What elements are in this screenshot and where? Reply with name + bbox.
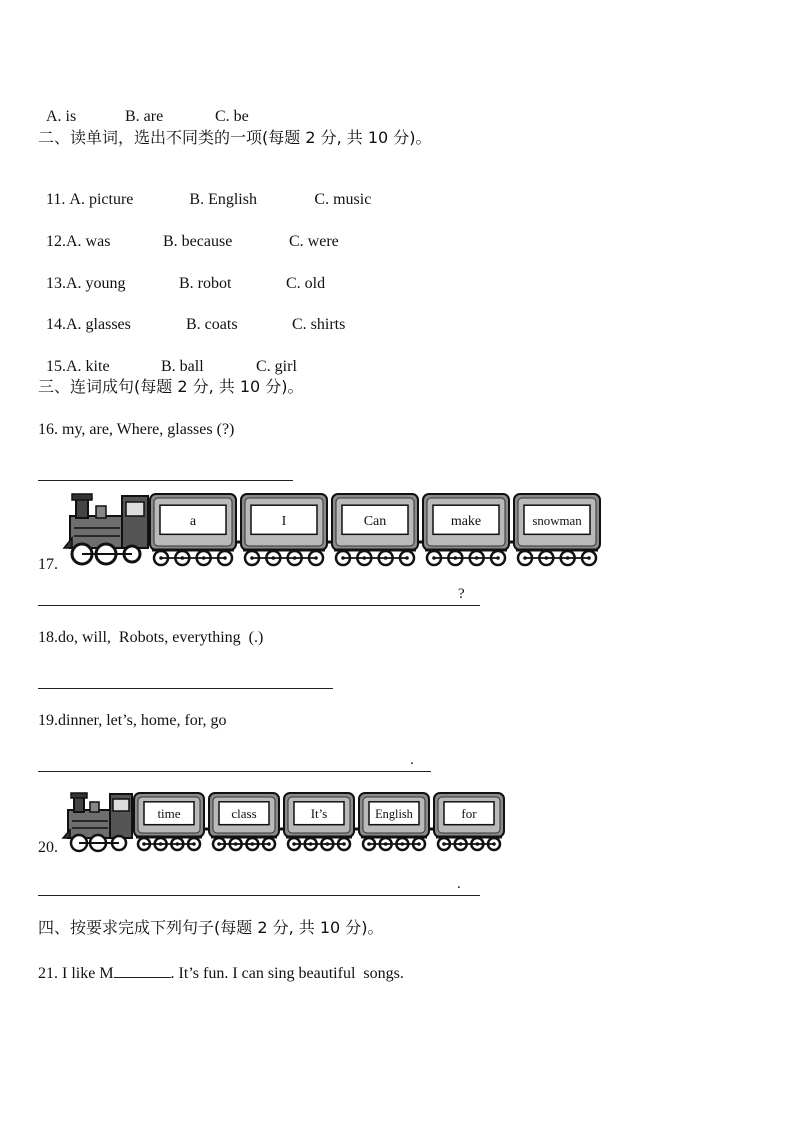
q10-options <box>38 87 249 127</box>
question-21 <box>38 961 404 984</box>
end-mark-19: . <box>410 752 414 768</box>
option-a: A. kite <box>66 358 110 375</box>
question-number: 11 <box>46 191 62 208</box>
question-number: 13 <box>46 275 62 292</box>
option-a: A. was <box>66 233 111 250</box>
end-mark-17: ? <box>458 586 465 602</box>
question-separator: . <box>62 358 66 375</box>
q10-option-a: A. is <box>46 108 77 125</box>
blank-21[interactable] <box>114 961 171 978</box>
question-14 <box>38 295 345 335</box>
option-b: B. English <box>189 191 257 208</box>
q10-option-c: C. be <box>215 108 249 125</box>
train-word: I <box>281 513 287 529</box>
train-car <box>434 793 504 850</box>
locomotive-icon <box>63 793 132 851</box>
question-19: 19.dinner, let’s, home, for, go <box>38 712 227 729</box>
q10-option-b: B. are <box>125 108 164 125</box>
train-car <box>134 793 204 850</box>
question-number: 15 <box>46 358 62 375</box>
train-car <box>241 494 327 565</box>
locomotive-icon <box>64 494 148 564</box>
train-word: snowman <box>532 513 582 528</box>
section4-title: 四、按要求完成下列句子(每题 2 分, 共 10 分)。 <box>38 918 384 937</box>
option-b: B. ball <box>161 358 204 375</box>
option-b: B. because <box>163 233 233 250</box>
question-18: 18.do, will, Robots, everything (.) <box>38 629 264 646</box>
section2-title: 二、读单词，选出不同类的一项(每题 2 分, 共 10 分)。 <box>38 128 432 147</box>
train-20 <box>62 790 507 856</box>
question-20-number: 20. <box>38 839 58 856</box>
train-car <box>332 494 418 565</box>
train-word: for <box>461 805 477 821</box>
answer-line-20[interactable] <box>38 895 480 896</box>
option-a: A. picture <box>69 191 134 208</box>
question-13 <box>38 254 325 294</box>
question-number: 12 <box>46 233 62 250</box>
section3-title: 三、连词成句(每题 2 分, 共 10 分)。 <box>38 377 304 396</box>
train-word: make <box>450 513 482 529</box>
train-word: It’s <box>310 805 328 821</box>
option-c: C. music <box>314 191 372 208</box>
train-car <box>150 494 236 565</box>
train-car <box>514 494 600 565</box>
train-word: time <box>157 805 181 821</box>
question-15 <box>38 337 297 377</box>
option-a: A. glasses <box>66 316 131 333</box>
question-16: 16. my, are, Where, glasses (?) <box>38 421 235 438</box>
answer-line-17[interactable] <box>38 605 480 606</box>
answer-line-19[interactable] <box>38 771 431 772</box>
option-c: C. shirts <box>292 316 346 333</box>
train-word: a <box>189 513 197 529</box>
question-21-start: 21. I like M <box>38 965 114 982</box>
option-c: C. old <box>286 275 326 292</box>
answer-line-18[interactable] <box>38 688 333 689</box>
question-12 <box>38 212 339 252</box>
train-car <box>423 494 509 565</box>
train-word: class <box>231 805 257 821</box>
train-car <box>359 793 429 850</box>
train-car <box>284 793 354 850</box>
question-17-number: 17. <box>38 556 58 573</box>
option-b: B. coats <box>186 316 238 333</box>
option-c: C. girl <box>256 358 297 375</box>
question-21-end: . It’s fun. I can sing beautiful songs. <box>170 965 404 982</box>
train-word: English <box>375 806 413 821</box>
train-word: Can <box>363 513 387 529</box>
question-separator: . <box>62 275 66 292</box>
train-car <box>209 793 279 850</box>
question-11 <box>38 170 371 210</box>
option-b: B. robot <box>179 275 232 292</box>
question-separator: . <box>62 233 66 250</box>
option-a: A. young <box>66 275 126 292</box>
question-separator: . <box>62 316 66 333</box>
answer-line-16[interactable] <box>38 480 293 481</box>
question-number: 14 <box>46 316 62 333</box>
train-17 <box>62 490 607 570</box>
option-c: C. were <box>289 233 339 250</box>
question-separator: . <box>61 191 70 208</box>
end-mark-20: . <box>457 876 461 892</box>
